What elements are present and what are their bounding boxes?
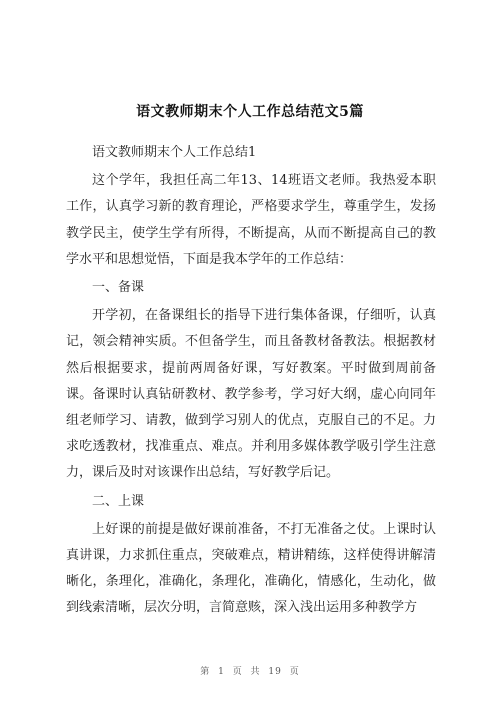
teaching-paragraph: 上好课的前提是做好课前准备，不打无准备之仗。上课时认真讲课，力求抓住重点，突破难点，精讲精练，这样使得讲解清晰化，条理化，准确化，条理化，准确化，情感化，生动化，做到线索清晰，层次分明，言简意赅，深入浅出运用多种教学方: [66, 521, 436, 616]
document-body: [66, 140, 436, 624]
lesson-prep-paragraph: 开学初，在备课组长的指导下进行集体备课，仔细听，认真记，领会精神实质。不但备学生，而且备教材备教法。根据教材然后根据要求，提前两周备好课，写好教案。平时做到周前备课。备课时认真钻研教材、教学参考，学习好大纲，虚心向同年组老师学习、请教，做到学习别人的优点，克服自己的不足。力求吃透教材，找准重点、难点。并利用多媒体教学吸引学生注意力，课后及时对该课作出总结，写好教学后记。: [66, 308, 436, 481]
intro-paragraph: 这个学年，我担任高二年13、14班语文老师。我热爱本职工作，认真学习新的教育理论，严格要求学生，尊重学生，发扬教学民主，使学生学有所得，不断提高，从而不断提高自己的教学水平和思想觉悟，下面是我本学年的工作总结：: [66, 173, 436, 267]
section-title: 语文教师期末个人工作总结1: [92, 145, 257, 160]
heading-teaching: 二、上课: [92, 493, 145, 509]
document-title: 语文教师期末个人工作总结范文5篇: [136, 104, 364, 120]
page-number-footer: 第 1 页 共 19 页: [200, 667, 300, 677]
heading-lesson-prep: 一、备课: [92, 280, 145, 296]
